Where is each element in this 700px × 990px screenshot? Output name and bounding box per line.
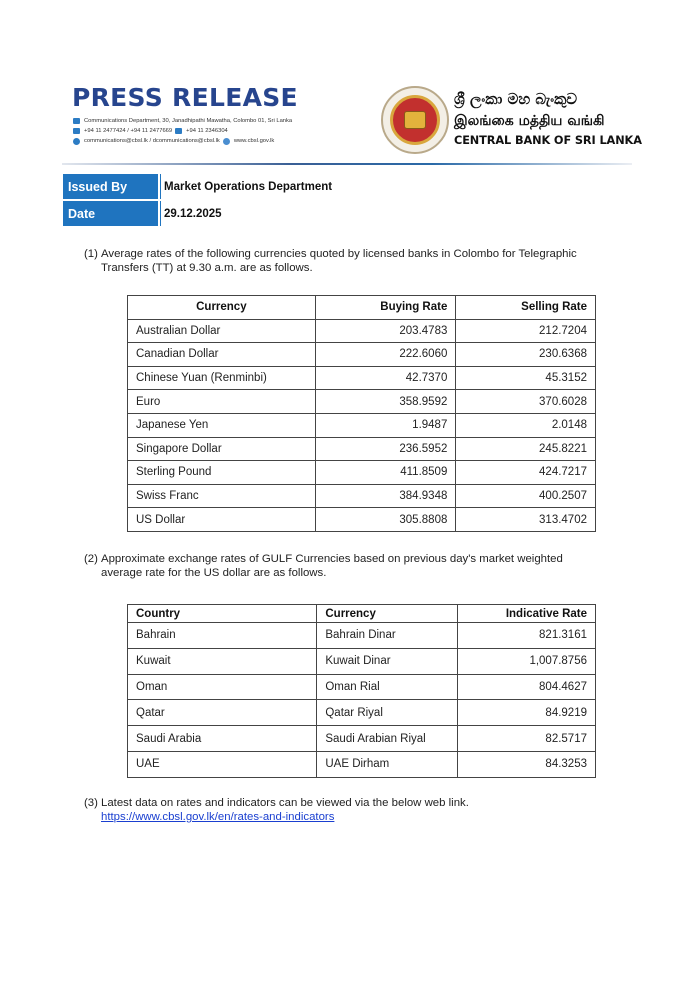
indicative-rate-cell: 82.5717: [458, 726, 596, 752]
selling-rate-cell: 2.0148: [456, 413, 596, 437]
bank-name-sinhala: ශ්‍රී ලංකා මහ බැංකුව: [454, 90, 578, 108]
currency-cell: Sterling Pound: [128, 461, 316, 485]
selling-rate-cell: 424.7217: [456, 461, 596, 485]
bank-name-tamil: இலங்கை மத்திய வங்கி: [454, 113, 605, 129]
currency-cell: Australian Dollar: [128, 319, 316, 343]
currency-cell: Canadian Dollar: [128, 343, 316, 367]
currency-cell: Oman Rial: [317, 674, 458, 700]
selling-rate-cell: 212.7204: [456, 319, 596, 343]
currency-cell: Singapore Dollar: [128, 437, 316, 461]
buying-rate-cell: 384.9348: [315, 484, 456, 508]
envelope-icon: [73, 118, 80, 124]
country-cell: UAE: [128, 751, 317, 777]
section-1-line-2: Transfers (TT) at 9.30 a.m. are as follows.: [101, 262, 313, 274]
table-row: [128, 648, 596, 674]
currency-cell: Bahrain Dinar: [317, 623, 458, 649]
section-1-text: [84, 247, 626, 275]
currency-cell: Euro: [128, 390, 316, 414]
table-header-row: [128, 605, 596, 623]
table-row: [128, 366, 596, 390]
buying-rate-cell: 305.8808: [315, 508, 456, 532]
currency-cell: Saudi Arabian Riyal: [317, 726, 458, 752]
section-3-text: [84, 796, 626, 824]
fax-text: +94 11 2346304: [186, 128, 228, 134]
buying-rate-cell: 236.5952: [315, 437, 456, 461]
buying-rate-cell: 203.4783: [315, 319, 456, 343]
currency-cell: Japanese Yen: [128, 413, 316, 437]
section-2-number: (2): [84, 553, 98, 565]
lion-emblem-icon: [404, 111, 426, 129]
cbsl-seal-logo: [381, 86, 449, 154]
country-cell: Qatar: [128, 700, 317, 726]
email-line: [73, 136, 372, 146]
date-value: 29.12.2025: [160, 201, 380, 226]
telephone-icon: [73, 128, 80, 134]
section-2-text: [84, 552, 626, 580]
column-header-currency: Currency: [128, 296, 316, 320]
selling-rate-cell: 45.3152: [456, 366, 596, 390]
table-row: [128, 437, 596, 461]
column-header-buying-rate: Buying Rate: [315, 296, 456, 320]
issued-by-label: Issued By: [63, 174, 160, 199]
press-release-title: PRESS RELEASE: [72, 83, 298, 112]
address-line: [73, 116, 372, 126]
selling-rate-cell: 370.6028: [456, 390, 596, 414]
issued-by-row: [63, 174, 380, 199]
tt-rates-table: [127, 295, 596, 532]
buying-rate-cell: 358.9592: [315, 390, 456, 414]
bank-name-block: [454, 88, 654, 150]
selling-rate-cell: 400.2507: [456, 484, 596, 508]
indicative-rate-cell: 1,007.8756: [458, 648, 596, 674]
buying-rate-cell: 42.7370: [315, 366, 456, 390]
indicative-rate-cell: 804.4627: [458, 674, 596, 700]
seal-ring: [390, 95, 440, 145]
address-text: Communications Department, 30, Janadhipathi Mawatha, Colombo 01, Sri Lanka: [84, 118, 293, 124]
indicative-rate-cell: 84.9219: [458, 700, 596, 726]
column-header-indicative-rate: Indicative Rate: [458, 605, 596, 623]
selling-rate-cell: 245.8221: [456, 437, 596, 461]
date-row: [63, 201, 380, 226]
column-header-currency: Currency: [317, 605, 458, 623]
table-row: [128, 319, 596, 343]
buying-rate-cell: 1.9487: [315, 413, 456, 437]
rates-indicators-link[interactable]: https://www.cbsl.gov.lk/en/rates-and-indicators: [101, 811, 335, 823]
header-contact-block: [72, 84, 372, 146]
section-2-line-2: average rate for the US dollar are as follows.: [101, 567, 327, 579]
section-1-line-1: Average rates of the following currencies quoted by licensed banks in Colombo for Telegraphic: [101, 248, 577, 260]
table-row: [128, 700, 596, 726]
column-header-country: Country: [128, 605, 317, 623]
table-row: [128, 484, 596, 508]
section-3-line: Latest data on rates and indicators can be viewed via the below web link.: [101, 797, 469, 809]
section-1-number: (1): [84, 248, 98, 260]
table-row: [128, 461, 596, 485]
bank-name-english: CENTRAL BANK OF SRI LANKA: [454, 134, 642, 147]
issue-meta-table: [63, 172, 380, 228]
table-row: [128, 390, 596, 414]
table-header-row: [128, 296, 596, 320]
country-cell: Oman: [128, 674, 317, 700]
table-row: [128, 343, 596, 367]
buying-rate-cell: 222.6060: [315, 343, 456, 367]
column-header-selling-rate: Selling Rate: [456, 296, 596, 320]
website-text[interactable]: www.cbsl.gov.lk: [233, 138, 275, 144]
table-row: [128, 751, 596, 777]
table-row: [128, 413, 596, 437]
table-row: [128, 508, 596, 532]
currency-cell: US Dollar: [128, 508, 316, 532]
globe-icon: [223, 138, 230, 145]
indicative-rate-cell: 84.3253: [458, 751, 596, 777]
header-divider: [62, 163, 632, 165]
country-cell: Bahrain: [128, 623, 317, 649]
section-3-number: (3): [84, 797, 98, 809]
currency-cell: UAE Dirham: [317, 751, 458, 777]
table-row: [128, 726, 596, 752]
buying-rate-cell: 411.8509: [315, 461, 456, 485]
selling-rate-cell: 313.4702: [456, 508, 596, 532]
country-cell: Kuwait: [128, 648, 317, 674]
section-2-line-1: Approximate exchange rates of GULF Currencies based on previous day's market weighted: [101, 553, 563, 565]
gulf-rates-table: [127, 604, 596, 778]
issued-by-value: Market Operations Department: [160, 174, 380, 199]
selling-rate-cell: 230.6368: [456, 343, 596, 367]
table-row: [128, 674, 596, 700]
indicative-rate-cell: 821.3161: [458, 623, 596, 649]
fax-icon: [175, 128, 182, 134]
date-label: Date: [63, 201, 160, 226]
currency-cell: Kuwait Dinar: [317, 648, 458, 674]
email-icon: [73, 138, 80, 145]
country-cell: Saudi Arabia: [128, 726, 317, 752]
currency-cell: Swiss Franc: [128, 484, 316, 508]
currency-cell: Chinese Yuan (Renminbi): [128, 366, 316, 390]
contact-details: [72, 116, 372, 146]
phone-line: [73, 126, 372, 136]
table-row: [128, 623, 596, 649]
phone-text: +94 11 2477424 / +94 11 2477669: [84, 128, 173, 134]
email-text[interactable]: communications@cbsl.lk / dcommunications@cbsl.lk: [84, 138, 220, 144]
currency-cell: Qatar Riyal: [317, 700, 458, 726]
